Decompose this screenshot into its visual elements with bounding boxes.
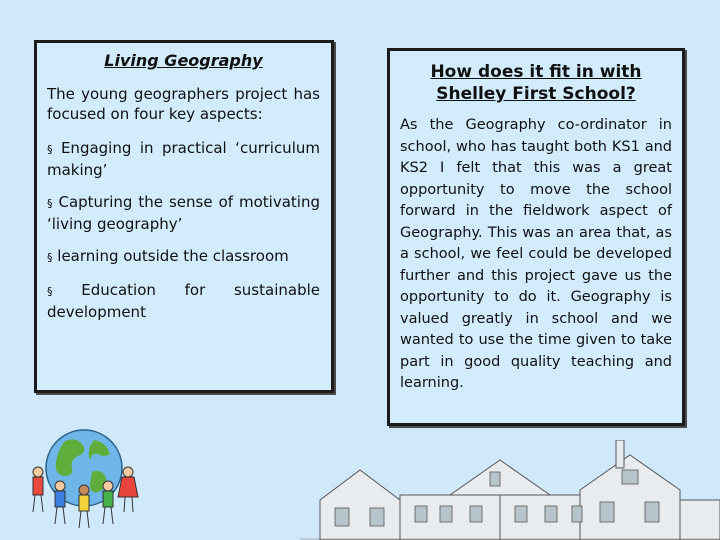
living-geography-title: Living Geography <box>104 51 263 70</box>
list-item: § Capturing the sense of motivating ‘living geography’ <box>47 193 320 233</box>
school-building-illustration <box>300 440 720 540</box>
bullet-icon: § <box>47 251 53 264</box>
list-item: § learning outside the classroom <box>47 247 289 265</box>
key-aspects-list <box>47 138 320 322</box>
coordinator-paragraph: As the Geography co-ordinator in school, who has taught both KS1 and KS2 I felt that this was a great opportunity to move the school forward in the fieldwork aspect of Geography. This was an area that, as a school, we feel could be developed further and this project gave us the opportunity to do it. Geography is valued greatly in school and we wanted to use the time given to take part in good quality teaching and learning. <box>400 117 672 391</box>
living-geography-box <box>34 40 334 393</box>
list-item: § Education for sustainable development <box>47 281 320 321</box>
shelley-school-title: How does it fit in with Shelley First School? <box>430 62 642 104</box>
globe-children-illustration <box>24 420 142 532</box>
bullet-icon: § <box>47 285 53 298</box>
bullet-icon: § <box>47 197 53 210</box>
intro-text: The young geographers project has focused on four key aspects: <box>47 85 320 123</box>
list-item: § Engaging in practical ‘curriculum making’ <box>47 139 320 179</box>
shelley-school-box <box>387 48 685 426</box>
bullet-icon: § <box>47 143 53 156</box>
